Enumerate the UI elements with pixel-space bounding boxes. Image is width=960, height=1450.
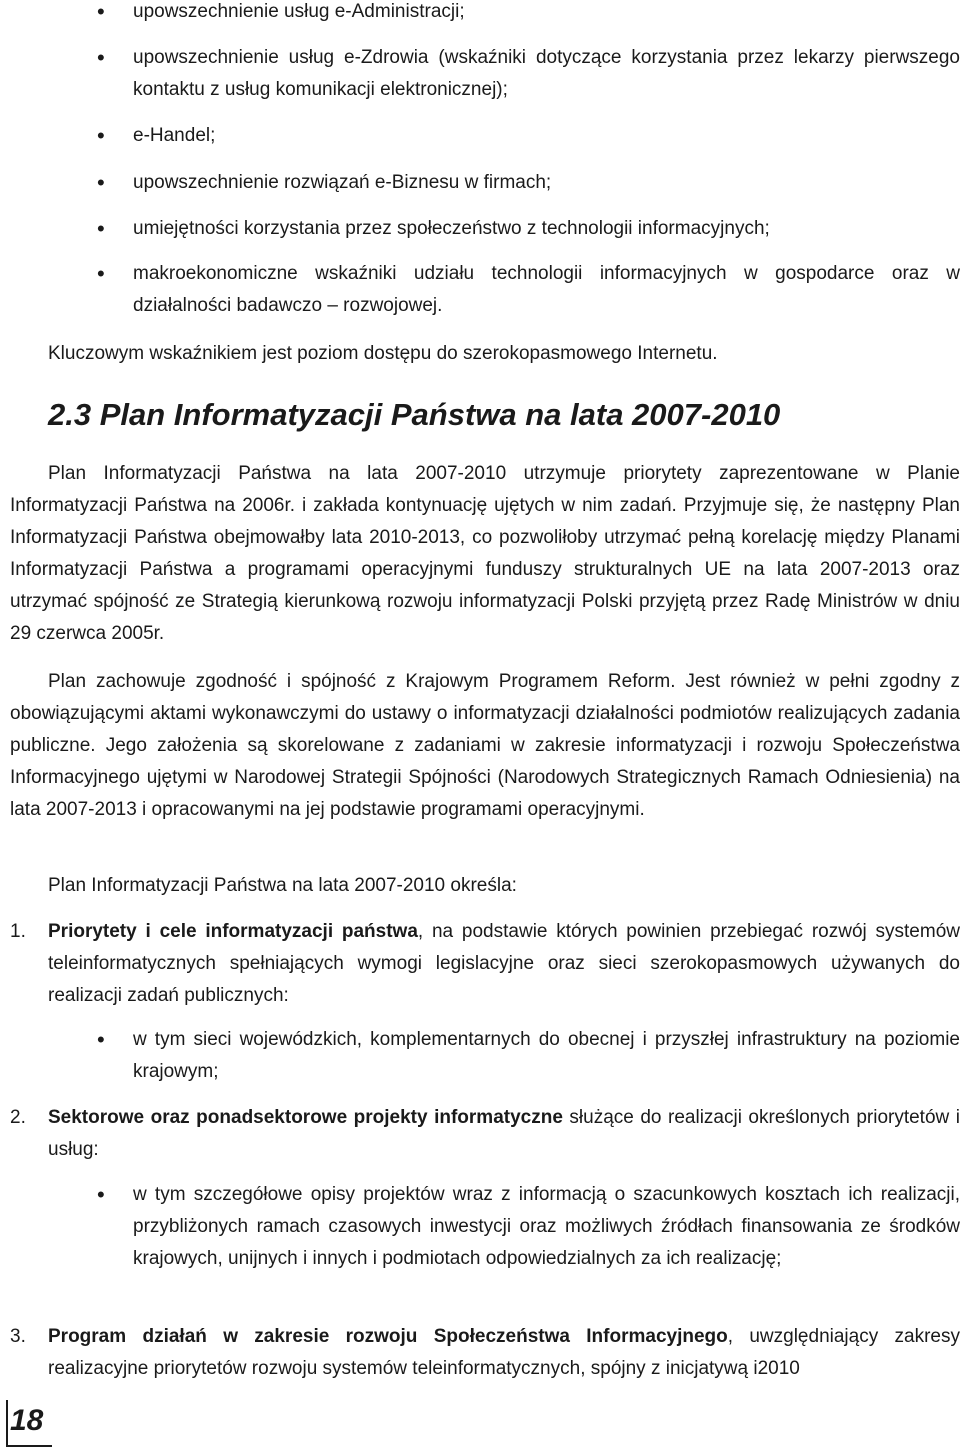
plan-defines-intro: Plan Informatyzacji Państwa na lata 2007-2010 określa: <box>48 875 517 896</box>
item-bold-title: Priorytety i cele informatyzacji państwa <box>48 921 418 942</box>
numbered-item-text <box>48 1102 960 1166</box>
page-number-rule <box>6 1400 8 1446</box>
item-rest-text: służące do realizacji określonych priorytetów i usług: <box>48 1107 960 1160</box>
sub-list-item: w tym sieci wojewódzkich, komplementarnych do obecnej i przyszłej infrastruktury na poziomie krajowym; <box>133 1029 960 1082</box>
bullet-marker <box>97 0 105 28</box>
paragraph-plan-intro: Plan Informatyzacji Państwa na lata 2007-2010 utrzymuje priorytety zaprezentowane w Planie Informatyzacji Państwa na 2006r. i zakłada kontynuację ujętych w nim zadań. Przyjmuje się, że następny Plan Informatyzacji Państwa obejmowałby lata 2010-2013, co pozwoliłoby utrzymać pełną korelację między Planami Informatyzacji Państwa a programami operacyjnymi funduszy strukturalnych UE na lata 2007-2013 oraz utrzymać spójność ze Strategią kierunkową rozwoju informatyzacji Polski przyjętą przez Radę Ministrów w dniu 29 czerwca 2005r. <box>10 463 960 644</box>
bullet-marker <box>97 213 105 245</box>
list-item: e-Handel; <box>133 125 216 146</box>
bullet-marker <box>97 42 105 74</box>
bullet-marker <box>97 1179 105 1211</box>
item-bold-title: Sektorowe oraz ponadsektorowe projekty informatyczne <box>48 1107 563 1128</box>
item-rest-text: , uwzględniający zakresy realizacyjne priorytetów rozwoju systemów teleinformatycznych, spójny z inicjatywą i2010 <box>48 1326 960 1379</box>
key-indicator-text: Kluczowym wskaźnikiem jest poziom dostępu do szerokopasmowego Internetu. <box>48 343 718 364</box>
numbered-item-text <box>48 1321 960 1385</box>
item-rest-text: , na podstawie których powinien przebiegać rozwój systemów teleinformatycznych spełniających wymogi legislacyjne oraz sieci szerokopasmowych używanych do realizacji zadań publicznych: <box>48 921 960 1006</box>
item-number: 2. <box>10 1107 26 1128</box>
list-item: upowszechnienie rozwiązań e-Biznesu w firmach; <box>133 172 552 193</box>
list-item: upowszechnienie usług e-Administracji; <box>133 1 465 22</box>
item-number: 3. <box>10 1326 26 1347</box>
bullet-marker <box>97 1024 105 1056</box>
list-item: upowszechnienie usług e-Zdrowia (wskaźniki dotyczące korzystania przez lekarzy pierwszego kontaktu z usług komunikacji elektronicznej); <box>133 47 960 100</box>
list-item: umiejętności korzystania przez społeczeństwo z technologii informacyjnych; <box>133 218 770 239</box>
numbered-item-text <box>48 916 960 1012</box>
paragraph-plan-compliance: Plan zachowuje zgodność i spójność z Krajowym Programem Reform. Jest również w pełni zgodny z obowiązującymi aktami wykonawczymi do ustawy o informatyzacji działalności podmiotów realizujących zadania publiczne. Jego założenia są skorelowane z zadaniami w zakresie informatyzacji i rozwoju Społeczeństwa Informacyjnego ujętymi w Narodowej Strategii Spójności (Narodowych Strategicznych Ramach Odniesienia) na lata 2007-2013 i opracowanymi na jej podstawie programami operacyjnymi. <box>10 671 960 820</box>
section-heading: 2.3 Plan Informatyzacji Państwa na lata 2007-2010 <box>48 397 781 432</box>
bullet-marker <box>97 258 105 290</box>
bullet-marker <box>97 120 105 152</box>
page-number: 18 <box>10 1404 44 1437</box>
item-bold-title: Program działań w zakresie rozwoju Społeczeństwa Informacyjnego <box>48 1326 728 1347</box>
page-number-rule <box>6 1445 52 1447</box>
list-item: makroekonomiczne wskaźniki udziału technologii informacyjnych w gospodarce oraz w działalności badawczo – rozwojowej. <box>133 263 960 316</box>
sub-list-item: w tym szczegółowe opisy projektów wraz z informacją o szacunkowych kosztach ich realizacji, przybliżonych ramach czasowych inwestycji oraz możliwych źródłach finansowania ze środków krajowych, unijnych i innych i podmiotach odpowiedzialnych za ich realizację; <box>133 1184 960 1269</box>
bullet-marker <box>97 167 105 199</box>
item-number: 1. <box>10 921 26 942</box>
